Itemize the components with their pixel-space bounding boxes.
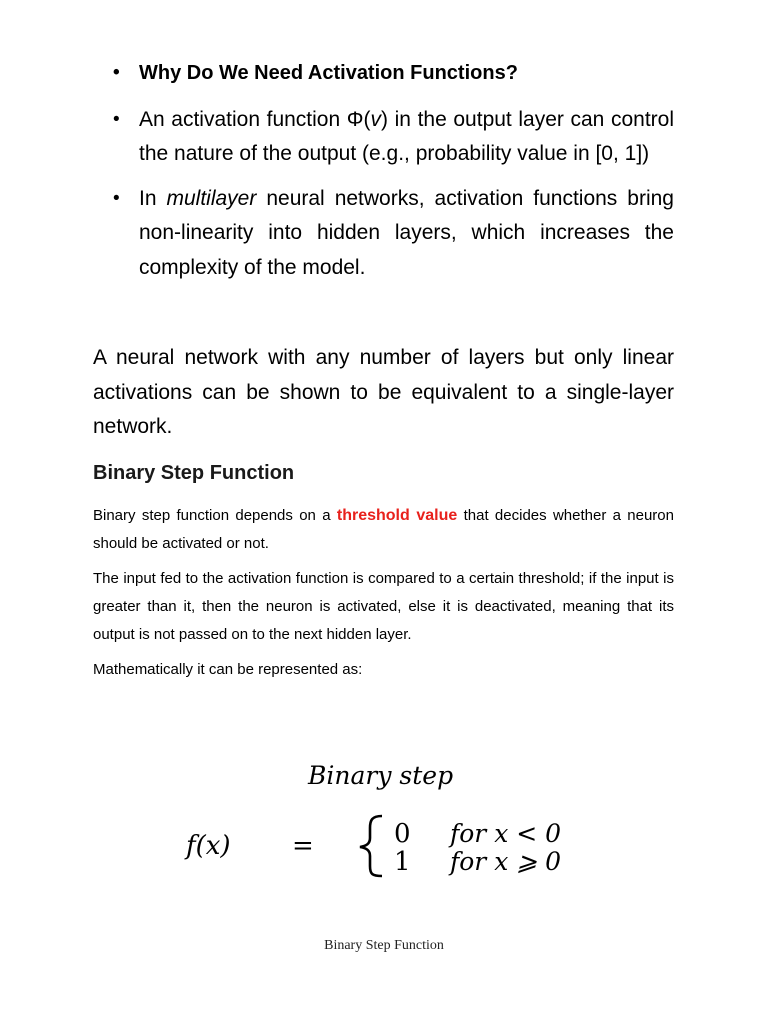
threshold-highlight: threshold value [336, 507, 458, 524]
formula-graphic [180, 752, 640, 882]
bullet-multilayer [108, 182, 674, 286]
paragraph-1-pre: Binary step function depends on a [93, 507, 337, 524]
formula-title: Binary step [308, 761, 454, 790]
bullet-heading [108, 56, 674, 91]
bullet-2-emphasis: multilayer [166, 186, 257, 210]
bullet-1-text-pre: An activation function Φ( [139, 107, 371, 131]
formula-lhs: f(x) [186, 831, 231, 861]
binary-step-formula [180, 752, 640, 882]
bullet-heading-text: Why Do We Need Activation Functions? [139, 62, 518, 84]
paragraph-1-post: that decides whether a neuron should be activated or not. [93, 507, 674, 552]
bullet-activation-output [108, 103, 674, 172]
bullet-2-text-pre: In [139, 186, 167, 210]
bullet-2-text-post: neural networks, activation functions bring non-linearity into hidden layers, which increases the complexity of the model. [139, 186, 674, 279]
intro-paragraph: A neural network with any number of layers but only linear activations can be shown to be equivalent to a single-layer network. [93, 346, 674, 438]
formula-equals: = [292, 831, 314, 861]
case-2-value: 1 [394, 847, 411, 877]
formula-brace [360, 816, 382, 876]
figure-caption: Binary Step Function [324, 938, 444, 953]
section-title: Binary Step Function [93, 462, 295, 484]
section-paragraph-math-intro: Mathematically it can be represented as: [93, 661, 363, 678]
section-paragraph-threshold [93, 502, 674, 558]
section-paragraph-comparison: The input fed to the activation function is compared to a certain threshold; if the input is greater than it, then the neuron is activated, else it is deactivated, meaning that its output is not passed on to the next hidden layer. [93, 570, 674, 643]
bullet-list [108, 56, 674, 295]
bullet-1-variable: v [370, 107, 382, 131]
case-1-condition: for x < 0 [450, 819, 562, 848]
case-1-value: 0 [394, 819, 411, 849]
bullet-1-text-post: ) in the output layer can control the nature of the output (e.g., probability value in [0, 1]) [139, 107, 674, 165]
case-2-condition: for x ⩾ 0 [450, 847, 562, 876]
